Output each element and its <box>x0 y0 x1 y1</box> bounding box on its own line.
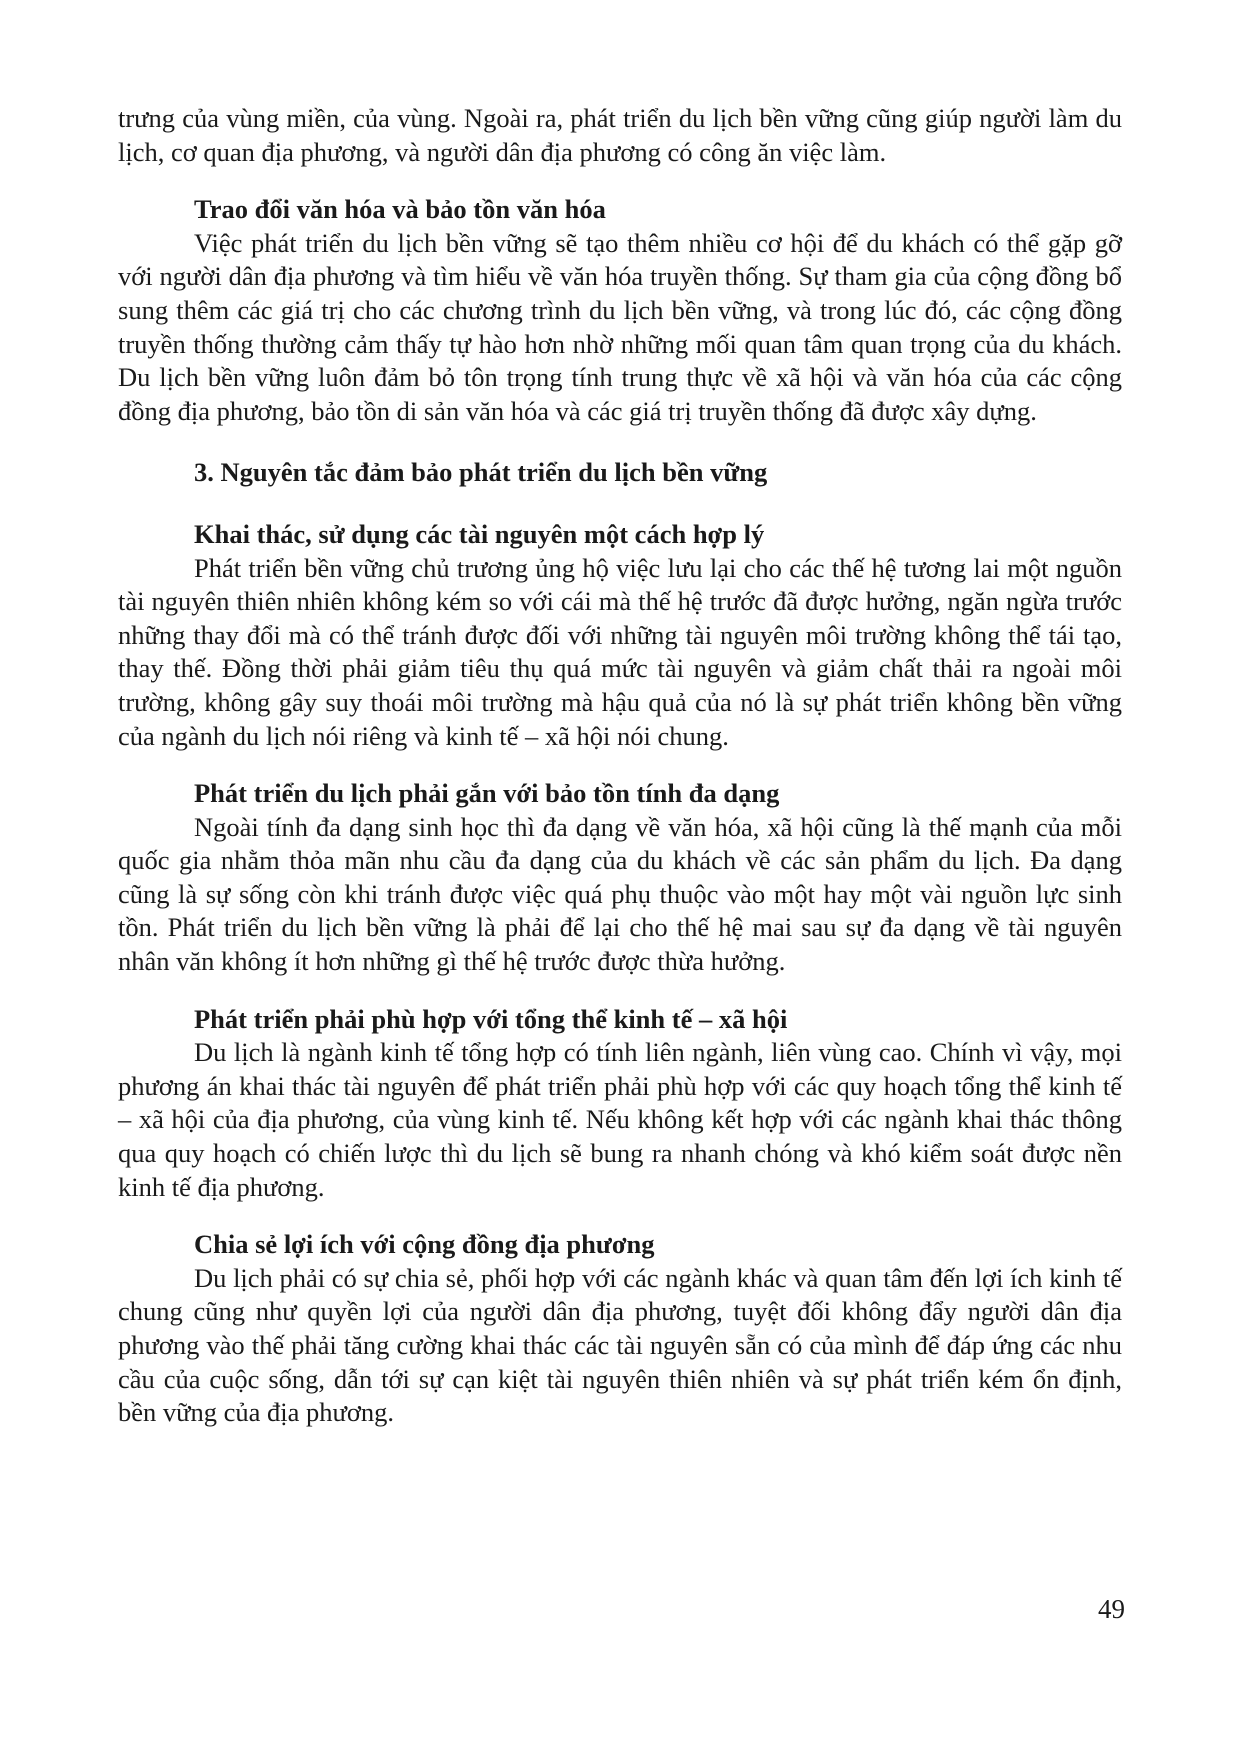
principle-heading-resources: Khai thác, sử dụng các tài nguyên một cách hợp lý <box>194 518 765 549</box>
principle-body-community: Du lịch phải có sự chia sẻ, phối hợp với các ngành khác và quan tâm đến lợi ích kinh tế chung cũng như quyền lợi của người dân địa phương, tuyệt đối không đẩy người dân địa phương vào thế phải tăng cường khai thác các tài nguyên sẵn có của mình để đáp ứng các nhu cầu của cuộc sống, dẫn tới sự cạn kiệt tài nguyên thiên nhiên và sự phát triển kém ổn định, bền vững của địa phương. <box>118 1262 1122 1428</box>
main-heading: 3. Nguyên tắc đảm bảo phát triển du lịch bền vững <box>194 457 768 488</box>
intro-paragraph: trưng của vùng miền, của vùng. Ngoài ra, phát triển du lịch bền vững cũng giúp người làm du lịch, cơ quan địa phương, và người dân địa phương có công ăn việc làm. <box>118 103 1122 167</box>
principle-body-diversity: Ngoài tính đa dạng sinh học thì đa dạng về văn hóa, xã hội cũng là thế mạnh của mỗi quốc gia nhằm thỏa mãn nhu cầu đa dạng của du khách về các sản phẩm du lịch. Đa dạng cũng là sự sống còn khi tránh được việc quá phụ thuộc vào một hay một vài nguồn lực sinh tồn. Phát triển du lịch bền vững là phải để lại cho thế hệ mai sau sự đa dạng về tài nguyên nhân văn không ít hơn những gì thế hệ trước được thừa hưởng. <box>118 811 1122 977</box>
principle-heading-socioeconomic: Phát triển phải phù hợp với tổng thể kinh tế – xã hội <box>194 1003 788 1034</box>
principle-body-socioeconomic: Du lịch là ngành kinh tế tổng hợp có tính liên ngành, liên vùng cao. Chính vì vậy, mọi phương án khai thác tài nguyên để phát triển phải phù hợp với các quy hoạch tổng thể kinh tế – xã hội của địa phương, của vùng kinh tế. Nếu không kết hợp với các ngành khai thác thông qua quy hoạch có chiến lược thì du lịch sẽ bung ra nhanh chóng và khó kiểm soát được nền kinh tế địa phương. <box>118 1037 1122 1202</box>
section-body-culture: Việc phát triển du lịch bền vững sẽ tạo thêm nhiều cơ hội để du khách có thể gặp gỡ với người dân địa phương và tìm hiểu về văn hóa truyền thống. Sự tham gia của cộng đồng bổ sung thêm các giá trị cho các chương trình du lịch bền vững, và trong lúc đó, các cộng đồng truyền thống thường cảm thấy tự hào hơn nhờ những mối quan tâm quan trọng của du khách. Du lịch bền vững luôn đảm bỏ tôn trọng tính trung thực về xã hội và văn hóa của các cộng đồng địa phương, bảo tồn di sản văn hóa và các giá trị truyền thống đã được xây dựng. <box>118 227 1122 426</box>
principle-heading-community: Chia sẻ lợi ích với cộng đồng địa phương <box>194 1229 655 1260</box>
document-page <box>118 102 1122 1430</box>
principle-body-resources: Phát triển bền vững chủ trương ủng hộ việc lưu lại cho các thế hệ tương lai một nguồn tài nguyên thiên nhiên không kém so với cái mà thế hệ trước đã được hưởng, ngăn ngừa trước những thay đổi mà có thể tránh được đối với những tài nguyên môi trường không thể tái tạo, thay thế. Đồng thời phải giảm tiêu thụ quá mức tài nguyên và giảm chất thải ra ngoài môi trường, không gây suy thoái môi trường mà hậu quả của nó là sự phát triển không bền vững của ngành du lịch nói riêng và kinh tế – xã hội nói chung. <box>118 552 1122 751</box>
section-heading-culture: Trao đổi văn hóa và bảo tồn văn hóa <box>194 194 606 225</box>
principle-heading-diversity: Phát triển du lịch phải gắn với bảo tồn tính đa dạng <box>194 778 780 809</box>
page-number: 49 <box>1098 1594 1125 1624</box>
